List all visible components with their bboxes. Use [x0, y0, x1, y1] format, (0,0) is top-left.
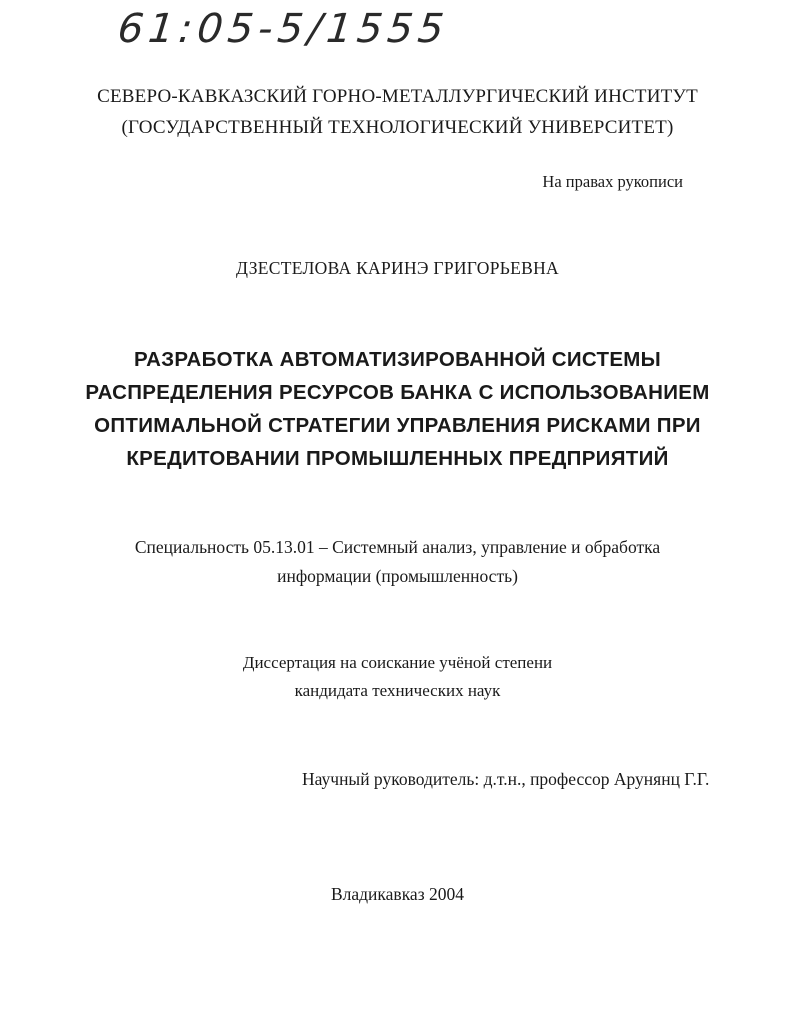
specialty-line-2: информации (промышленность): [277, 566, 518, 586]
manuscript-rights: На правах рукописи: [542, 172, 683, 191]
specialty: [0, 533, 795, 591]
degree-line-2: кандидата технических наук: [294, 681, 501, 700]
degree-line-1: Диссертация на соискание учёной степени: [242, 653, 553, 672]
institute-name: [0, 81, 795, 143]
city-year: Владикавказ 2004: [330, 884, 464, 904]
title-line-4: КРЕДИТОВАНИИ ПРОМЫШЛЕННЫХ ПРЕДПРИЯТИЙ: [126, 447, 669, 470]
degree-statement: [0, 649, 795, 705]
title-line-2: РАСПРЕДЕЛЕНИЯ РЕСУРСОВ БАНКА С ИСПОЛЬЗОВАНИЕМ: [85, 381, 710, 404]
archive-number: 61:05-5/1555: [115, 6, 451, 52]
institute-line-1: СЕВЕРО-КАВКАЗСКИЙ ГОРНО-МЕТАЛЛУРГИЧЕСКИЙ ИНСТИТУТ: [97, 86, 698, 107]
author-name: ДЗЕСТЕЛОВА КАРИНЭ ГРИГОРЬЕВНА: [236, 258, 559, 278]
dissertation-title: [0, 343, 795, 475]
institute-line-2: (ГОСУДАРСТВЕННЫЙ ТЕХНОЛОГИЧЕСКИЙ УНИВЕРСИТЕТ): [121, 117, 674, 138]
title-line-1: РАЗРАБОТКА АВТОМАТИЗИРОВАННОЙ СИСТЕМЫ: [133, 348, 662, 371]
title-line-3: ОПТИМАЛЬНОЙ СТРАТЕГИИ УПРАВЛЕНИЯ РИСКАМИ ПРИ: [94, 414, 701, 437]
scientific-supervisor: Научный руководитель: д.т.н., профессор Арунянц Г.Г.: [302, 769, 710, 789]
specialty-line-1: Специальность 05.13.01 – Системный анализ, управление и обработка: [134, 537, 661, 557]
